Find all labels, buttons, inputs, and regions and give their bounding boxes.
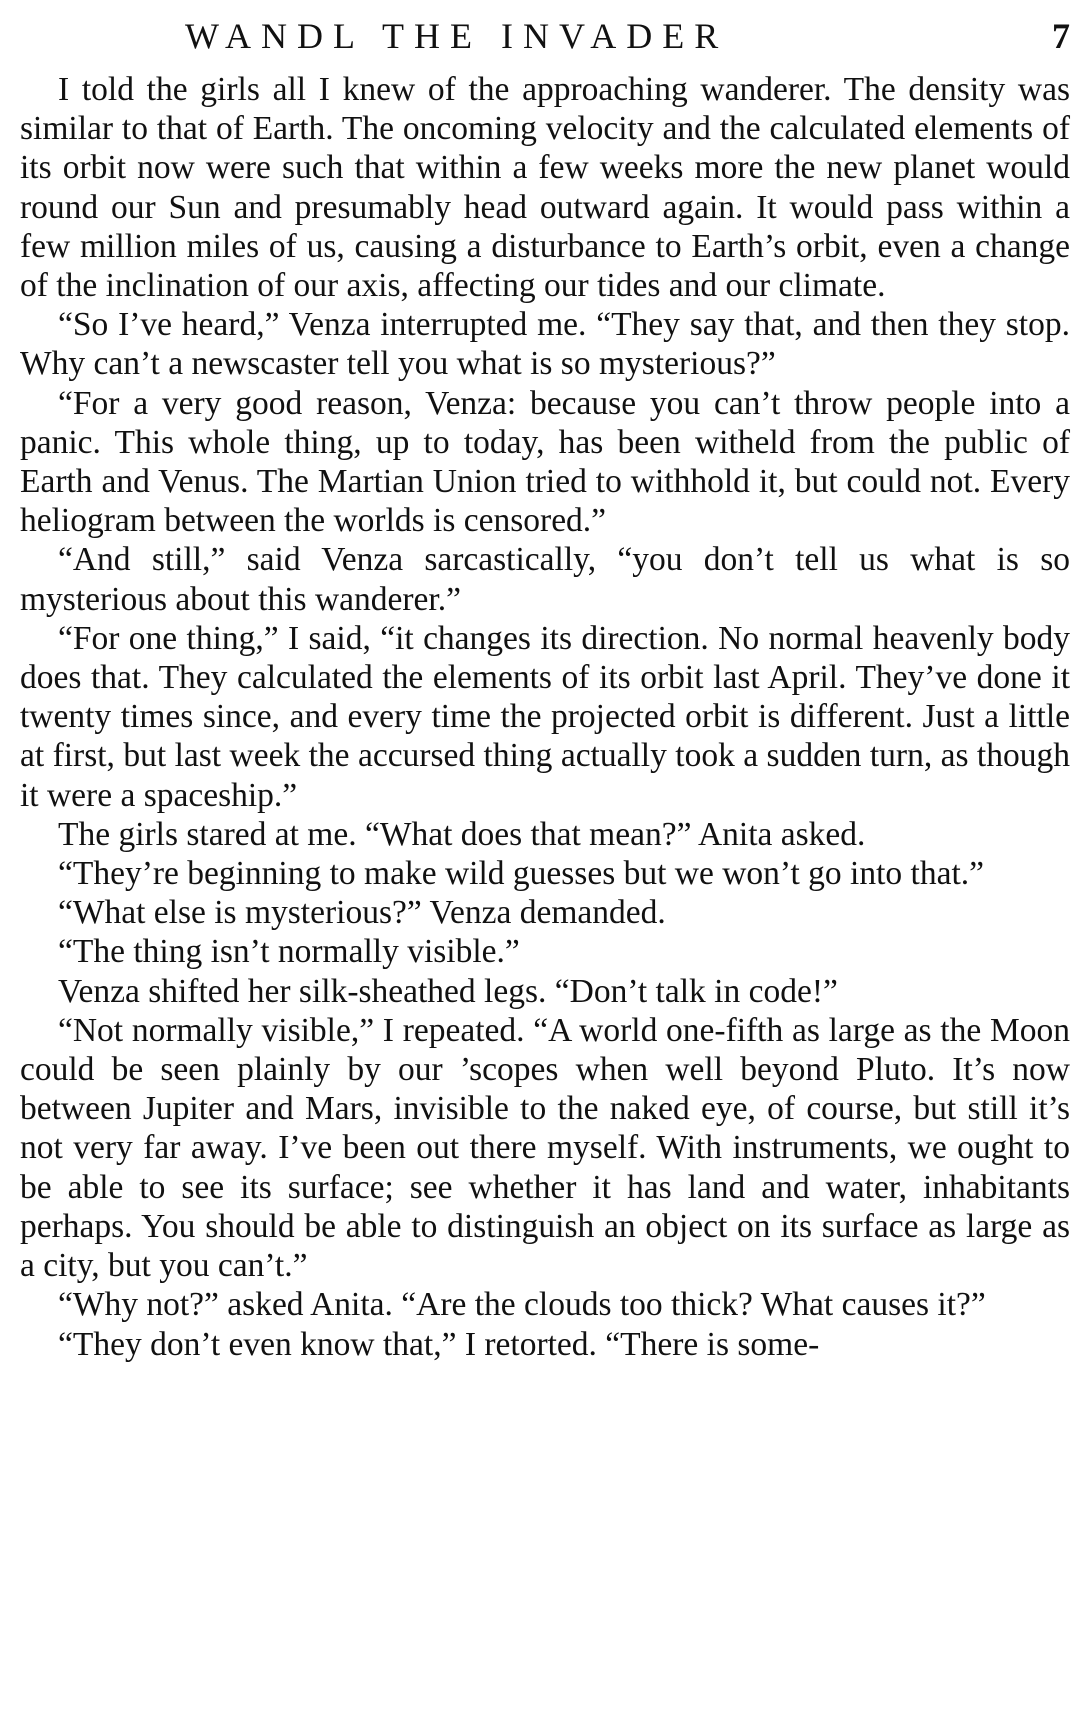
paragraph: “What else is mysterious?” Venza demanded. <box>58 894 666 932</box>
paragraph: “They’re beginning to make wild guesses but we won’t go into that.” <box>58 855 985 893</box>
paragraph: “For one thing,” I said, “it changes its direction. No normal heavenly body does that. They calculated the elements of its orbit last April. They’ve done it twenty times since, and every time the projected orbit is different. Just a little at first, but last week the accursed thing actually took a sudden turn, as though it were a spaceship.” <box>20 619 1070 814</box>
paragraph: Venza shifted her silk-sheathed legs. “Don’t talk in code!” <box>58 972 838 1010</box>
paragraph: “For a very good reason, Venza: because you can’t throw people into a panic. This whole thing, up to today, has been witheld from the public of Earth and Venus. The Martian Union tried to withhold it, but could not. Every heliogram between the worlds is censored.” <box>20 384 1070 540</box>
book-page <box>20 10 1070 1364</box>
paragraph: “The thing isn’t normally visible.” <box>58 933 520 971</box>
paragraph: “Not normally visible,” I repeated. “A world one-fifth as large as the Moon could be seen plainly by our ’scopes when well beyond Pluto. It’s now between Jupiter and Mars, invisible to the naked eye, of course, but still it’s not very far away. I’ve been out there myself. With instruments, we ought to be able to see its surface; see whether it has land and water, inhabitants perhaps. You should be able to distinguish an object on its surface as large as a city, but you can’t.” <box>20 1011 1070 1285</box>
paragraph: “Why not?” asked Anita. “Are the clouds too thick? What causes it?” <box>58 1286 986 1324</box>
paragraph: I told the girls all I knew of the approaching wanderer. The density was similar to that of Earth. The oncoming velocity and the calculated elements of its orbit now were such that within a few weeks more the new planet would round our Sun and presumably head outward again. It would pass within a few million miles of us, causing a disturbance to Earth’s orbit, even a change of the inclination of our axis, affecting our tides and our climate. <box>20 71 1070 305</box>
page-number: 7 <box>1052 16 1070 56</box>
body-text <box>20 70 1070 1364</box>
paragraph: “So I’ve heard,” Venza interrupted me. “They say that, and then they stop. Why can’t a newscaster tell you what is so mysterious?” <box>20 306 1070 383</box>
running-head: WANDL THE INVADER <box>185 16 729 56</box>
paragraph: “And still,” said Venza sarcastically, “you don’t tell us what is so mysterious about this wanderer.” <box>20 541 1070 618</box>
paragraph: The girls stared at me. “What does that mean?” Anita asked. <box>58 815 866 853</box>
paragraph: “They don’t even know that,” I retorted. “There is some- <box>58 1325 820 1363</box>
page-header <box>20 10 1070 62</box>
